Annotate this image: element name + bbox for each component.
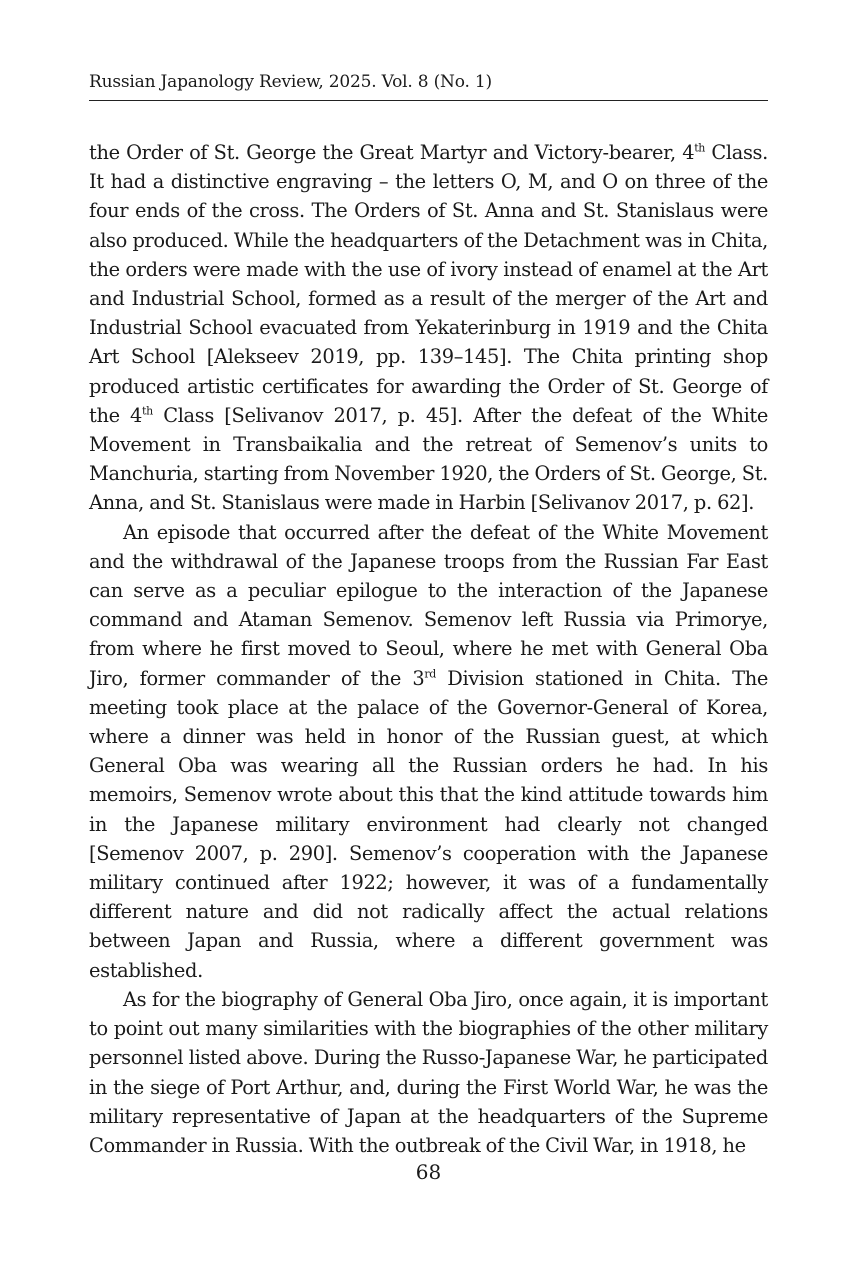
paragraph-1-text-b: Class. It had a distinctive engraving – the letters O, M, and O on three of the four ends of the cross. The Orders of St. Anna and St. Stanislaus were also produced. While the headquarters of the Detachment was in Chita, the orders were made with the use of ivory instead of enamel at the Art and Industrial School, formed as a result of the merger of the Art and Industrial School evacuated from Yekaterinburg in 1919 and the Chita Art School [Alekseev 2019, pp. 139–145]. The Chita printing shop produced artistic certificates for awarding the Order of St. George of the 4 xyxy=(89,141,768,427)
paragraph-1-text-a: the Order of St. George the Great Martyr and Victory-bearer, 4 xyxy=(89,141,695,164)
ordinal-superscript: th xyxy=(142,404,153,418)
ordinal-superscript: th xyxy=(694,141,705,155)
paragraph-2-text-a: An episode that occurred after the defeat of the White Movement and the withdrawal of the Japanese troops from the Russian Far East can serve as a peculiar epilogue to the interaction of the Japanese command and Ataman Semenov. Semenov left Russia via Primorye, from where he first moved to Seoul, where he met with General Oba Jiro, former commander of the 3 xyxy=(89,520,768,690)
ordinal-superscript: rd xyxy=(424,667,436,681)
article-body xyxy=(89,138,768,1160)
paragraph-1 xyxy=(89,138,768,518)
paragraph-1-text-c: Class [Selivanov 2017, p. 45]. After the defeat of the White Movement in Transbaikalia and the retreat of Semenov’s units to Manchuria, starting from November 1920, the Orders of St. George, St. Anna, and St. Stanislaus were made in Harbin [Selivanov 2017, p. 62]. xyxy=(89,403,768,515)
paragraph-2-text-b: Division stationed in Chita. The meeting took place at the palace of the Governor-General of Korea, where a dinner was held in honor of the Russian guest, at which General Oba was wearing all the Russian orders he had. In his memoirs, Semenov wrote about this that the kind attitude towards him in the Japanese military environment had clearly not changed [Semenov 2007, p. 290]. Semenov’s cooperation with the Japanese military continued after 1922; however, it was of a fundamentally different nature and did not radically affect the actual relations between Japan and Russia, where a different government was established. xyxy=(89,666,768,982)
paragraph-3 xyxy=(89,985,768,1160)
paragraph-2 xyxy=(89,518,768,985)
header-divider xyxy=(89,100,768,101)
paragraph-3-text: As for the biography of General Oba Jiro, once again, it is important to point out many similarities with the biographies of the other military personnel listed above. During the Russo-Japanese War, he participated in the siege of Port Arthur, and, during the First World War, he was the military representative of Japan at the headquarters of the Supreme Commander in Russia. With the outbreak of the Civil War, in 1918, he xyxy=(89,987,768,1157)
page-number: 68 xyxy=(415,1160,442,1184)
running-head: Russian Japanology Review, 2025. Vol. 8 (No. 1) xyxy=(89,72,492,92)
